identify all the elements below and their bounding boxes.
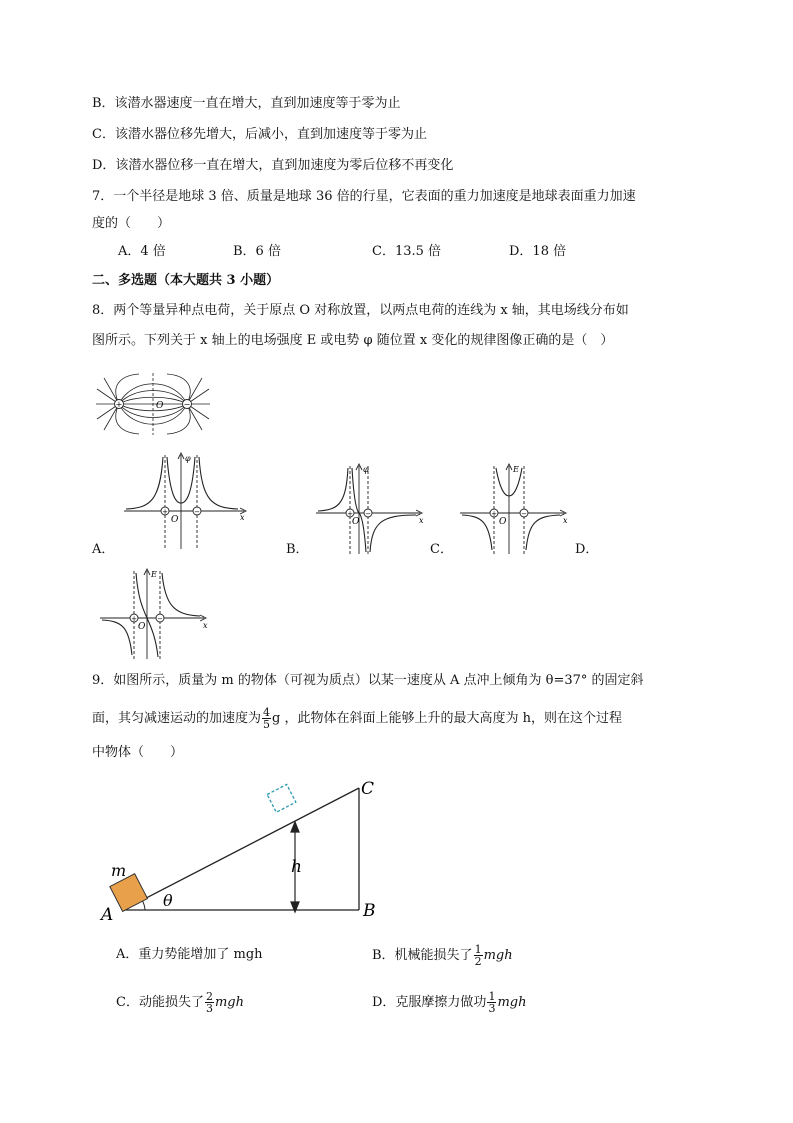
q6-option-d: D．该潜水器位移一直在增大，直到加速度为零后位移不再变化 [92, 158, 454, 173]
q9-option-b-unit: mgh [483, 948, 513, 963]
q9-option-d-text: D．克服摩擦力做功 [372, 995, 487, 1010]
point-c-label: C [361, 779, 375, 799]
graph-a-x-label: x [240, 513, 245, 522]
graph-a-plus: + [162, 508, 168, 516]
graph-b-plus: + [347, 510, 353, 518]
q9-option-b-num: 1 [474, 943, 482, 956]
q9-option-a: A．重力势能增加了 mgh [116, 947, 263, 962]
q9-frac-den: 5 [263, 718, 271, 731]
graph-a-origin: O [171, 515, 179, 525]
q8-option-d: D． [575, 542, 599, 557]
q9-option-b [372, 944, 513, 967]
q9-stem-line2-start: 面，其匀减速运动的加速度为 [92, 711, 262, 726]
q9-option-c [116, 991, 244, 1014]
angle-label: θ [163, 891, 173, 910]
q9-option-c-text: C．动能损失了 [116, 995, 204, 1010]
incline-figure [95, 772, 395, 922]
graph-d-x-label: x [203, 621, 208, 630]
q9-option-c-num: 2 [205, 990, 213, 1003]
q9-stem-line1: 9．如图所示，质量为 m 的物体（可视为质点）以某一速度从 A 点冲上倾角为 θ=37° 的固定斜 [92, 673, 644, 688]
q9-option-d-fraction [487, 991, 496, 1014]
graph-d-minus: − [157, 615, 163, 623]
q9-option-d [372, 991, 526, 1014]
q9-frac-num: 4 [263, 706, 271, 719]
graph-b-x-label: x [419, 516, 424, 525]
point-b-label: B [363, 901, 376, 921]
q7-option-c: C．13.5 倍 [372, 244, 442, 259]
origin-label: O [156, 401, 164, 411]
q8-option-a: A． [92, 542, 115, 557]
graph-b [312, 462, 430, 556]
q9-option-b-fraction [474, 944, 483, 967]
q8-option-b: B． [286, 542, 309, 557]
field-lines-figure [94, 373, 212, 435]
q9-option-c-den: 3 [205, 1002, 213, 1015]
graph-d [96, 567, 214, 661]
q9-stem-line2-end: g ，此物体在斜面上能够上升的最大高度为 h，则在这个过程 [272, 711, 622, 726]
point-a-label: A [101, 905, 114, 922]
q7-option-b: B．6 倍 [233, 244, 281, 259]
q9-option-b-den: 2 [474, 955, 482, 968]
graph-c-minus: − [521, 510, 527, 518]
q8-option-c: C． [430, 542, 453, 557]
graph-c-origin: O [499, 517, 507, 527]
q9-option-d-unit: mgh [497, 995, 527, 1010]
q9-option-d-den: 3 [488, 1002, 496, 1015]
graph-c-x-label: x [563, 516, 568, 525]
q7-option-a: A．4 倍 [118, 244, 166, 259]
height-label: h [291, 857, 302, 877]
q9-acceleration-fraction [262, 707, 271, 730]
graph-c [456, 462, 574, 556]
q9-option-c-unit: mgh [214, 995, 244, 1010]
mass-label: m [111, 861, 127, 880]
graph-d-origin: O [138, 622, 146, 632]
q9-option-b-text: B．机械能损失了 [372, 948, 473, 963]
graph-b-y-label: φ [363, 465, 369, 474]
graph-c-y-label: E [513, 465, 519, 474]
q7-stem-line2: 度的（ ） [92, 216, 171, 231]
graph-a [120, 451, 252, 551]
graph-a-minus: − [194, 508, 200, 516]
section-heading: 二、多选题（本大题共 3 小题） [92, 273, 280, 288]
graph-b-origin: O [352, 517, 360, 527]
graph-b-minus: − [365, 510, 371, 518]
q6-option-b: B．该潜水器速度一直在增大，直到加速度等于零为止 [92, 96, 401, 111]
positive-charge-label: + [115, 400, 123, 409]
q7-stem-line1: 7．一个半径是地球 3 倍、质量是地球 36 倍的行星，它表面的重力加速度是地球表面重力加速 [92, 189, 636, 204]
q9-option-d-num: 1 [488, 990, 496, 1003]
negative-charge-label: − [183, 400, 191, 409]
q8-stem-line2: 图所示。下列关于 x 轴上的电场强度 E 或电势 φ 随位置 x 变化的规律图像正确的是（ ） [92, 333, 614, 348]
q8-stem-line1: 8．两个等量异种点电荷，关于原点 O 对称放置，以两点电荷的连线为 x 轴，其电场线分布如 [92, 303, 629, 318]
q7-option-d: D．18 倍 [509, 244, 567, 259]
graph-d-y-label: E [151, 570, 157, 579]
q9-stem-line2 [92, 707, 622, 730]
graph-d-plus: + [131, 615, 137, 623]
q6-option-c: C．该潜水器位移先增大，后减小，直到加速度等于零为止 [92, 127, 427, 142]
q9-stem-line3: 中物体（ ） [92, 745, 184, 760]
graph-c-plus: + [491, 510, 497, 518]
graph-a-y-label: φ [185, 454, 191, 463]
q9-option-c-fraction [205, 991, 214, 1014]
